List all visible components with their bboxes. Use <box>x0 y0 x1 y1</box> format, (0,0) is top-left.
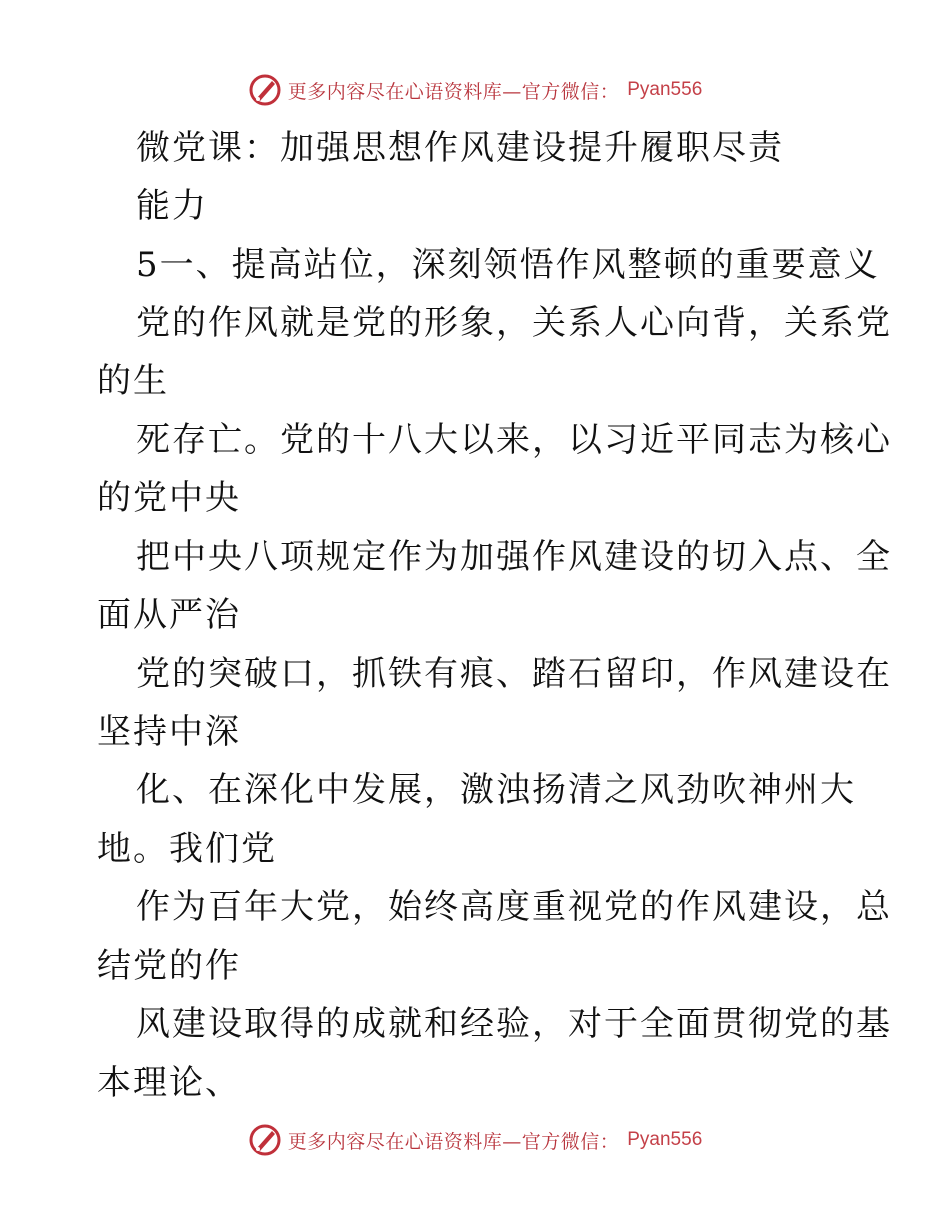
section-heading: 5一、提高站位，深刻领悟作风整顿的重要意义 <box>136 245 880 285</box>
paragraph-line: 作为百年大党，始终高度重视党的作风建设，总 <box>136 887 892 927</box>
watermark-text: 更多内容尽在心语资料库—官方微信： <box>287 80 620 103</box>
paragraph-line: 党的突破口，抓铁有痕、踏石留印，作风建设在 <box>136 654 892 694</box>
watermark-wechat-id: Pyan556 <box>627 1129 703 1150</box>
paragraph-line: 本理论、 <box>97 1063 241 1103</box>
paragraph-line: 的党中央 <box>97 478 241 518</box>
pen-logo-icon <box>248 73 282 107</box>
document-title-line-1: 微党课：加强思想作风建设提升履职尽责 <box>136 128 784 168</box>
paragraph-line: 地。我们党 <box>97 829 277 869</box>
paragraph-line: 的生 <box>97 361 169 401</box>
paragraph-line: 党的作风就是党的形象，关系人心向背，关系党 <box>136 303 892 343</box>
paragraph-line: 面从严治 <box>97 595 241 635</box>
watermark-text: 更多内容尽在心语资料库—官方微信： <box>287 1130 620 1153</box>
paragraph-line: 把中央八项规定作为加强作风建设的切入点、全 <box>136 537 892 577</box>
paragraph-line: 结党的作 <box>97 946 241 986</box>
paragraph-line: 坚持中深 <box>97 712 241 752</box>
pen-logo-icon <box>248 1123 282 1157</box>
footer-watermark <box>0 1120 950 1160</box>
document-title-line-2: 能力 <box>136 186 208 226</box>
paragraph-line: 死存亡。党的十八大以来，以习近平同志为核心 <box>136 420 892 460</box>
header-watermark <box>0 70 950 110</box>
paragraph-line: 化、在深化中发展，激浊扬清之风劲吹神州大 <box>136 770 856 810</box>
watermark-wechat-id: Pyan556 <box>627 79 703 100</box>
paragraph-line: 风建设取得的成就和经验，对于全面贯彻党的基 <box>136 1004 892 1044</box>
